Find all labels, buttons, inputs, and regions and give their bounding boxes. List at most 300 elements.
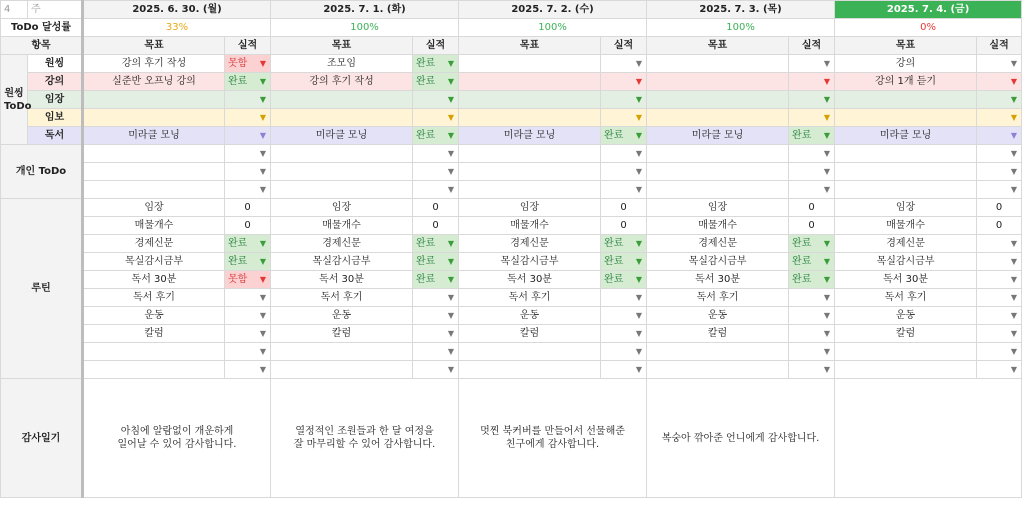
- goal-header: 목표: [83, 37, 225, 55]
- dropdown-arrow-icon[interactable]: ▼: [635, 59, 643, 68]
- goal-cell[interactable]: 미라클 모닝: [459, 127, 601, 145]
- goal-cell[interactable]: 독서 후기: [835, 289, 977, 307]
- goal-cell[interactable]: 독서 30분: [271, 271, 413, 289]
- result-dropdown[interactable]: [601, 145, 647, 163]
- result-dropdown[interactable]: [601, 271, 647, 289]
- dropdown-arrow-icon[interactable]: ▼: [259, 293, 267, 302]
- result-dropdown[interactable]: [601, 343, 647, 361]
- result-dropdown[interactable]: [225, 307, 271, 325]
- result-dropdown[interactable]: [977, 253, 1022, 271]
- result-dropdown[interactable]: [601, 127, 647, 145]
- gratitude-text: 아침에 알람없이 개운하게 일어날 수 있어 감사합니다.: [117, 426, 237, 450]
- result-dropdown[interactable]: [789, 109, 835, 127]
- result-dropdown[interactable]: [601, 289, 647, 307]
- result-dropdown[interactable]: [413, 289, 459, 307]
- result-value: 완료: [604, 130, 624, 141]
- goal-cell[interactable]: 강의: [835, 55, 977, 73]
- result-dropdown[interactable]: [977, 235, 1022, 253]
- day-header: 2025. 6. 30. (월): [83, 1, 271, 19]
- goal-cell[interactable]: 칼럼: [271, 325, 413, 343]
- dropdown-arrow-icon[interactable]: ▼: [635, 77, 643, 86]
- goal-cell[interactable]: 목실감시금부: [647, 253, 789, 271]
- result-dropdown[interactable]: [601, 181, 647, 199]
- goal-cell[interactable]: [835, 145, 977, 163]
- dropdown-arrow-icon[interactable]: ▼: [1010, 113, 1018, 122]
- goal-cell[interactable]: 강의 1개 듣기: [835, 73, 977, 91]
- goal-cell[interactable]: 경제신문: [271, 235, 413, 253]
- result-dropdown[interactable]: [789, 163, 835, 181]
- dropdown-arrow-icon[interactable]: ▼: [259, 59, 267, 68]
- result-dropdown[interactable]: [225, 181, 271, 199]
- dropdown-arrow-icon[interactable]: ▼: [1010, 329, 1018, 338]
- result-dropdown[interactable]: [225, 325, 271, 343]
- goal-cell[interactable]: [647, 181, 789, 199]
- count-cell[interactable]: 0: [601, 217, 647, 235]
- dropdown-arrow-icon[interactable]: ▼: [823, 311, 831, 320]
- goal-cell[interactable]: [459, 181, 601, 199]
- dropdown-arrow-icon[interactable]: ▼: [1010, 167, 1018, 176]
- result-dropdown[interactable]: [601, 307, 647, 325]
- dropdown-arrow-icon[interactable]: ▼: [259, 311, 267, 320]
- result-dropdown[interactable]: [413, 253, 459, 271]
- result-dropdown[interactable]: [789, 343, 835, 361]
- result-dropdown[interactable]: [225, 253, 271, 271]
- row-label: 원씽: [28, 55, 83, 73]
- result-value: 완료: [604, 238, 624, 249]
- goal-cell[interactable]: [271, 181, 413, 199]
- count-cell[interactable]: 0: [225, 199, 271, 217]
- result-dropdown[interactable]: [413, 307, 459, 325]
- result-dropdown[interactable]: [601, 163, 647, 181]
- goal-cell[interactable]: 강의 후기 작성: [83, 55, 225, 73]
- dropdown-arrow-icon[interactable]: ▼: [823, 95, 831, 104]
- count-cell[interactable]: 0: [601, 199, 647, 217]
- dropdown-arrow-icon[interactable]: ▼: [1010, 239, 1018, 248]
- dropdown-arrow-icon[interactable]: ▼: [635, 167, 643, 176]
- dropdown-arrow-icon[interactable]: ▼: [635, 329, 643, 338]
- dropdown-arrow-icon[interactable]: ▼: [447, 185, 455, 194]
- goal-cell[interactable]: [647, 55, 789, 73]
- dropdown-arrow-icon[interactable]: ▼: [447, 113, 455, 122]
- goal-cell[interactable]: [835, 343, 977, 361]
- result-dropdown[interactable]: [413, 91, 459, 109]
- row-number: 4: [1, 1, 28, 19]
- result-dropdown[interactable]: [789, 235, 835, 253]
- dropdown-arrow-icon[interactable]: ▼: [823, 365, 831, 374]
- goal-cell[interactable]: [459, 55, 601, 73]
- goal-cell[interactable]: [271, 343, 413, 361]
- result-dropdown[interactable]: [225, 271, 271, 289]
- dropdown-arrow-icon[interactable]: ▼: [635, 347, 643, 356]
- goal-cell[interactable]: 임장: [647, 199, 789, 217]
- row-label: 독서: [28, 127, 83, 145]
- day-header: 2025. 7. 2. (수): [459, 1, 647, 19]
- dropdown-arrow-icon[interactable]: ▼: [447, 95, 455, 104]
- dropdown-arrow-icon[interactable]: ▼: [259, 275, 267, 284]
- goal-cell[interactable]: 임장: [459, 199, 601, 217]
- dropdown-arrow-icon[interactable]: ▼: [447, 329, 455, 338]
- result-header: 실적: [413, 37, 459, 55]
- achievement-rate: 33%: [83, 19, 271, 37]
- goal-cell[interactable]: [647, 145, 789, 163]
- dropdown-arrow-icon[interactable]: ▼: [259, 95, 267, 104]
- goal-cell[interactable]: 미라클 모닝: [835, 127, 977, 145]
- count-cell[interactable]: 0: [789, 217, 835, 235]
- row-label: 강의: [28, 73, 83, 91]
- goal-cell[interactable]: [647, 163, 789, 181]
- result-value: 완료: [228, 238, 248, 249]
- result-value: 못함: [228, 274, 248, 285]
- dropdown-arrow-icon[interactable]: ▼: [447, 257, 455, 266]
- row-label: 임장: [28, 91, 83, 109]
- goal-cell[interactable]: 경제신문: [459, 235, 601, 253]
- goal-cell[interactable]: [271, 91, 413, 109]
- gratitude-entry[interactable]: [83, 379, 271, 498]
- result-dropdown[interactable]: [977, 343, 1022, 361]
- result-dropdown[interactable]: [225, 343, 271, 361]
- result-dropdown[interactable]: [601, 109, 647, 127]
- dropdown-arrow-icon[interactable]: ▼: [1010, 311, 1018, 320]
- dropdown-arrow-icon[interactable]: ▼: [447, 293, 455, 302]
- goal-cell[interactable]: 목실감시금부: [271, 253, 413, 271]
- dropdown-arrow-icon[interactable]: ▼: [823, 185, 831, 194]
- result-dropdown[interactable]: [977, 127, 1022, 145]
- dropdown-arrow-icon[interactable]: ▼: [635, 365, 643, 374]
- result-dropdown[interactable]: [789, 253, 835, 271]
- dropdown-arrow-icon[interactable]: ▼: [823, 239, 831, 248]
- goal-cell[interactable]: 조모임: [271, 55, 413, 73]
- goal-cell[interactable]: [83, 181, 225, 199]
- dropdown-arrow-icon[interactable]: ▼: [635, 185, 643, 194]
- result-dropdown[interactable]: [977, 163, 1022, 181]
- dropdown-arrow-icon[interactable]: ▼: [823, 275, 831, 284]
- goal-cell[interactable]: [647, 73, 789, 91]
- dropdown-arrow-icon[interactable]: ▼: [447, 347, 455, 356]
- dropdown-arrow-icon[interactable]: ▼: [823, 113, 831, 122]
- result-dropdown[interactable]: [413, 109, 459, 127]
- dropdown-arrow-icon[interactable]: ▼: [635, 131, 643, 140]
- goal-cell[interactable]: [459, 343, 601, 361]
- goal-cell[interactable]: 칼럼: [647, 325, 789, 343]
- section-personal-todo: 개인 ToDo: [1, 145, 83, 199]
- gratitude-entry[interactable]: [835, 379, 1022, 498]
- dropdown-arrow-icon[interactable]: ▼: [259, 113, 267, 122]
- result-dropdown[interactable]: [413, 73, 459, 91]
- result-dropdown[interactable]: [225, 289, 271, 307]
- result-dropdown[interactable]: [977, 361, 1022, 379]
- result-dropdown[interactable]: [789, 361, 835, 379]
- dropdown-arrow-icon[interactable]: ▼: [259, 365, 267, 374]
- goal-cell[interactable]: [835, 361, 977, 379]
- goal-cell[interactable]: [459, 361, 601, 379]
- count-cell[interactable]: 0: [977, 199, 1022, 217]
- goal-cell[interactable]: 독서 30분: [83, 271, 225, 289]
- result-dropdown[interactable]: [977, 271, 1022, 289]
- result-dropdown[interactable]: [225, 145, 271, 163]
- goal-cell[interactable]: 임장: [271, 199, 413, 217]
- result-dropdown[interactable]: [413, 361, 459, 379]
- dropdown-arrow-icon[interactable]: ▼: [447, 167, 455, 176]
- goal-cell[interactable]: [459, 73, 601, 91]
- goal-header: 목표: [835, 37, 977, 55]
- goal-cell[interactable]: 목실감시금부: [83, 253, 225, 271]
- result-dropdown[interactable]: [977, 307, 1022, 325]
- goal-cell[interactable]: 매물개수: [647, 217, 789, 235]
- goal-cell[interactable]: [83, 91, 225, 109]
- result-value: 못함: [228, 58, 248, 69]
- goal-cell[interactable]: 독서 후기: [271, 289, 413, 307]
- result-dropdown[interactable]: [413, 325, 459, 343]
- result-dropdown[interactable]: [977, 325, 1022, 343]
- goal-cell[interactable]: 운동: [271, 307, 413, 325]
- goal-header: 목표: [647, 37, 789, 55]
- goal-cell[interactable]: [271, 109, 413, 127]
- dropdown-arrow-icon[interactable]: ▼: [447, 365, 455, 374]
- dropdown-arrow-icon[interactable]: ▼: [1010, 77, 1018, 86]
- goal-cell[interactable]: 독서 후기: [459, 289, 601, 307]
- goal-cell[interactable]: 매물개수: [459, 217, 601, 235]
- goal-cell[interactable]: 칼럼: [835, 325, 977, 343]
- result-dropdown[interactable]: [413, 235, 459, 253]
- result-dropdown[interactable]: [977, 181, 1022, 199]
- goal-cell[interactable]: 임장: [835, 199, 977, 217]
- goal-cell[interactable]: [835, 163, 977, 181]
- goal-cell[interactable]: 경제신문: [83, 235, 225, 253]
- goal-cell[interactable]: 칼럼: [459, 325, 601, 343]
- dropdown-arrow-icon[interactable]: ▼: [823, 59, 831, 68]
- result-dropdown[interactable]: [413, 145, 459, 163]
- dropdown-arrow-icon[interactable]: ▼: [259, 149, 267, 158]
- goal-cell[interactable]: 실준반 오프닝 강의: [83, 73, 225, 91]
- result-dropdown[interactable]: [977, 109, 1022, 127]
- goal-cell[interactable]: [271, 145, 413, 163]
- count-cell[interactable]: 0: [413, 199, 459, 217]
- gratitude-entry[interactable]: [271, 379, 459, 498]
- result-value: 완료: [228, 256, 248, 267]
- result-dropdown[interactable]: [225, 163, 271, 181]
- goal-cell[interactable]: 운동: [835, 307, 977, 325]
- dropdown-arrow-icon[interactable]: ▼: [1010, 275, 1018, 284]
- result-dropdown[interactable]: [601, 235, 647, 253]
- count-cell[interactable]: 0: [413, 217, 459, 235]
- count-cell[interactable]: 0: [977, 217, 1022, 235]
- dropdown-arrow-icon[interactable]: ▼: [823, 257, 831, 266]
- result-value: 완료: [792, 274, 812, 285]
- goal-cell[interactable]: 경제신문: [647, 235, 789, 253]
- goal-cell[interactable]: 목실감시금부: [835, 253, 977, 271]
- goal-cell[interactable]: [271, 163, 413, 181]
- dropdown-arrow-icon[interactable]: ▼: [259, 329, 267, 338]
- goal-cell[interactable]: [647, 343, 789, 361]
- dropdown-arrow-icon[interactable]: ▼: [635, 113, 643, 122]
- dropdown-arrow-icon[interactable]: ▼: [447, 149, 455, 158]
- goal-cell[interactable]: [271, 361, 413, 379]
- dropdown-arrow-icon[interactable]: ▼: [1010, 59, 1018, 68]
- goal-cell[interactable]: [83, 361, 225, 379]
- gratitude-text: 열정적인 조원들과 한 달 여정을 잘 마무리할 수 있어 감사합니다.: [293, 426, 436, 450]
- result-header: 실적: [789, 37, 835, 55]
- dropdown-arrow-icon[interactable]: ▼: [259, 131, 267, 140]
- result-value: 완료: [792, 130, 812, 141]
- result-value: 완료: [416, 76, 436, 87]
- dropdown-arrow-icon[interactable]: ▼: [1010, 347, 1018, 356]
- dropdown-arrow-icon[interactable]: ▼: [635, 275, 643, 284]
- result-dropdown[interactable]: [977, 73, 1022, 91]
- goal-cell[interactable]: 독서 30분: [459, 271, 601, 289]
- goal-header: 목표: [459, 37, 601, 55]
- goal-cell[interactable]: [835, 181, 977, 199]
- result-dropdown[interactable]: [977, 289, 1022, 307]
- result-dropdown[interactable]: [225, 55, 271, 73]
- result-dropdown[interactable]: [789, 55, 835, 73]
- result-dropdown[interactable]: [413, 127, 459, 145]
- result-dropdown[interactable]: [413, 163, 459, 181]
- dropdown-arrow-icon[interactable]: ▼: [823, 347, 831, 356]
- goal-cell[interactable]: 미라클 모닝: [83, 127, 225, 145]
- goal-cell[interactable]: [647, 109, 789, 127]
- dropdown-arrow-icon[interactable]: ▼: [447, 59, 455, 68]
- result-dropdown[interactable]: [977, 55, 1022, 73]
- goal-cell[interactable]: 독서 후기: [647, 289, 789, 307]
- dropdown-arrow-icon[interactable]: ▼: [259, 185, 267, 194]
- result-dropdown[interactable]: [601, 73, 647, 91]
- result-dropdown[interactable]: [601, 91, 647, 109]
- goal-cell[interactable]: [459, 163, 601, 181]
- goal-cell[interactable]: 운동: [459, 307, 601, 325]
- result-dropdown[interactable]: [225, 361, 271, 379]
- dropdown-arrow-icon[interactable]: ▼: [823, 77, 831, 86]
- goal-cell[interactable]: [83, 145, 225, 163]
- dropdown-arrow-icon[interactable]: ▼: [259, 257, 267, 266]
- dropdown-arrow-icon[interactable]: ▼: [635, 293, 643, 302]
- dropdown-arrow-icon[interactable]: ▼: [447, 239, 455, 248]
- result-dropdown[interactable]: [977, 91, 1022, 109]
- dropdown-arrow-icon[interactable]: ▼: [823, 293, 831, 302]
- goal-cell[interactable]: [83, 163, 225, 181]
- result-value: 완료: [792, 256, 812, 267]
- goal-cell[interactable]: [459, 109, 601, 127]
- goal-cell[interactable]: 목실감시금부: [459, 253, 601, 271]
- result-dropdown[interactable]: [601, 361, 647, 379]
- dropdown-arrow-icon[interactable]: ▼: [635, 257, 643, 266]
- goal-cell[interactable]: [647, 91, 789, 109]
- goal-cell[interactable]: 독서 30분: [835, 271, 977, 289]
- result-dropdown[interactable]: [225, 91, 271, 109]
- result-dropdown[interactable]: [789, 91, 835, 109]
- result-dropdown[interactable]: [789, 145, 835, 163]
- goal-cell[interactable]: [647, 361, 789, 379]
- gratitude-entry[interactable]: [647, 379, 835, 498]
- goal-cell[interactable]: 운동: [83, 307, 225, 325]
- count-cell[interactable]: 0: [225, 217, 271, 235]
- gratitude-entry[interactable]: [459, 379, 647, 498]
- goal-cell[interactable]: [83, 109, 225, 127]
- dropdown-arrow-icon[interactable]: ▼: [447, 311, 455, 320]
- result-dropdown[interactable]: [601, 325, 647, 343]
- dropdown-arrow-icon[interactable]: ▼: [635, 311, 643, 320]
- dropdown-arrow-icon[interactable]: ▼: [447, 131, 455, 140]
- week-label: 주: [28, 1, 83, 19]
- result-dropdown[interactable]: [225, 235, 271, 253]
- goal-cell[interactable]: 매물개수: [271, 217, 413, 235]
- result-dropdown[interactable]: [413, 55, 459, 73]
- goal-cell[interactable]: [459, 91, 601, 109]
- dropdown-arrow-icon[interactable]: ▼: [1010, 293, 1018, 302]
- dropdown-arrow-icon[interactable]: ▼: [1010, 95, 1018, 104]
- dropdown-arrow-icon[interactable]: ▼: [1010, 131, 1018, 140]
- goal-cell[interactable]: [835, 109, 977, 127]
- dropdown-arrow-icon[interactable]: ▼: [823, 167, 831, 176]
- result-dropdown[interactable]: [789, 271, 835, 289]
- result-dropdown[interactable]: [413, 181, 459, 199]
- dropdown-arrow-icon[interactable]: ▼: [823, 149, 831, 158]
- result-value: 완료: [228, 76, 248, 87]
- goal-cell[interactable]: 임장: [83, 199, 225, 217]
- dropdown-arrow-icon[interactable]: ▼: [823, 131, 831, 140]
- dropdown-arrow-icon[interactable]: ▼: [259, 239, 267, 248]
- dropdown-arrow-icon[interactable]: ▼: [635, 149, 643, 158]
- result-dropdown[interactable]: [789, 181, 835, 199]
- result-dropdown[interactable]: [977, 145, 1022, 163]
- dropdown-arrow-icon[interactable]: ▼: [259, 167, 267, 176]
- result-header: 실적: [977, 37, 1022, 55]
- goal-cell[interactable]: 매물개수: [83, 217, 225, 235]
- result-dropdown[interactable]: [601, 253, 647, 271]
- goal-cell[interactable]: 매물개수: [835, 217, 977, 235]
- section-onething-todo: 원씽 ToDo: [1, 55, 28, 145]
- result-dropdown[interactable]: [789, 307, 835, 325]
- day-header: 2025. 7. 4. (금): [835, 1, 1022, 19]
- result-dropdown[interactable]: [789, 325, 835, 343]
- result-dropdown[interactable]: [601, 55, 647, 73]
- goal-cell[interactable]: 칼럼: [83, 325, 225, 343]
- result-dropdown[interactable]: [413, 343, 459, 361]
- row-label: 임보: [28, 109, 83, 127]
- result-dropdown[interactable]: [225, 73, 271, 91]
- dropdown-arrow-icon[interactable]: ▼: [635, 95, 643, 104]
- result-dropdown[interactable]: [789, 73, 835, 91]
- result-dropdown[interactable]: [225, 109, 271, 127]
- dropdown-arrow-icon[interactable]: ▼: [1010, 185, 1018, 194]
- dropdown-arrow-icon[interactable]: ▼: [1010, 365, 1018, 374]
- dropdown-arrow-icon[interactable]: ▼: [823, 329, 831, 338]
- goal-cell[interactable]: 운동: [647, 307, 789, 325]
- dropdown-arrow-icon[interactable]: ▼: [1010, 257, 1018, 266]
- section-gratitude-diary: 감사일기: [1, 379, 83, 498]
- dropdown-arrow-icon[interactable]: ▼: [259, 77, 267, 86]
- dropdown-arrow-icon[interactable]: ▼: [447, 275, 455, 284]
- goal-cell[interactable]: 독서 후기: [83, 289, 225, 307]
- goal-cell[interactable]: 독서 30분: [647, 271, 789, 289]
- goal-cell[interactable]: [459, 145, 601, 163]
- dropdown-arrow-icon[interactable]: ▼: [259, 347, 267, 356]
- dropdown-arrow-icon[interactable]: ▼: [1010, 149, 1018, 158]
- result-dropdown[interactable]: [413, 271, 459, 289]
- goal-cell[interactable]: [83, 343, 225, 361]
- goal-cell[interactable]: 경제신문: [835, 235, 977, 253]
- result-dropdown[interactable]: [789, 289, 835, 307]
- goal-cell[interactable]: 미라클 모닝: [647, 127, 789, 145]
- result-dropdown[interactable]: [789, 127, 835, 145]
- goal-cell[interactable]: 미라클 모닝: [271, 127, 413, 145]
- count-cell[interactable]: 0: [789, 199, 835, 217]
- dropdown-arrow-icon[interactable]: ▼: [447, 77, 455, 86]
- result-value: 완료: [792, 238, 812, 249]
- goal-cell[interactable]: 강의 후기 작성: [271, 73, 413, 91]
- result-dropdown[interactable]: [225, 127, 271, 145]
- goal-cell[interactable]: [835, 91, 977, 109]
- dropdown-arrow-icon[interactable]: ▼: [635, 239, 643, 248]
